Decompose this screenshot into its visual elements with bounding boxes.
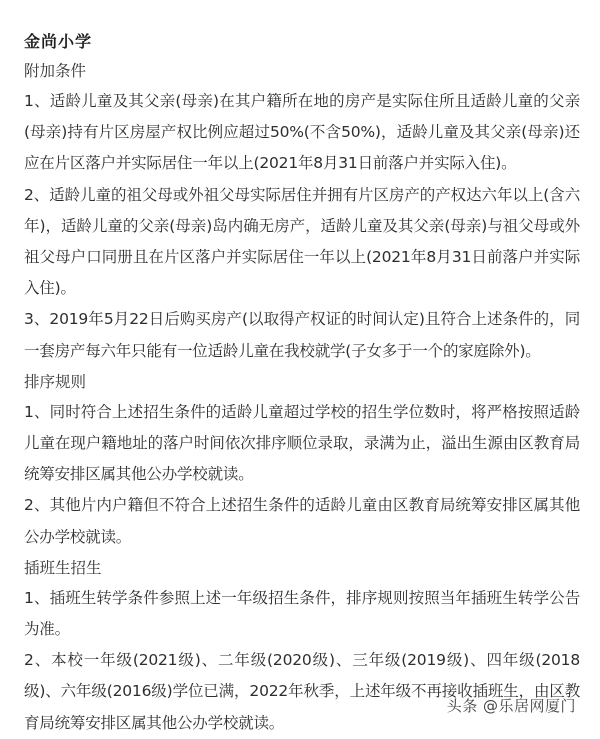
paragraph: 1、适龄儿童及其父亲(母亲)在其户籍所在地的房产是实际住所且适龄儿童的父亲(母亲)持有片区房屋产权比例应超过50%(不含50%)，适龄儿童及其父亲(母亲)还应在片区落户并实际居住一年以上(2021年8月31日前落户并实际入住)。 bbox=[24, 92, 580, 173]
paragraph: 3、2019年5月22日后购买房产(以取得产权证的时间认定)且符合上述条件的，同一套房产每六年只能有一位适龄儿童在我校就学(子女多于一个的家庭除外)。 bbox=[24, 310, 580, 360]
section-heading: 插班生招生 bbox=[24, 558, 102, 577]
paragraph: 1、同时符合上述招生条件的适龄儿童超过学校的招生学位数时，将严格按照适龄儿童在现户籍地址的落户时间依次排序顺位录取，录满为止，溢出生源由区教育局统筹安排区属其他公办学校就读。 bbox=[24, 402, 580, 484]
paragraph: 2、本校一年级(2021级)、二年级(2020级)、三年级(2019级)、四年级(2018级)、六年级(2016级)学位已满，2022年秋季，上述年级不再接收插班生，由区教育局统筹安排区属其他公办学校就读。 bbox=[24, 651, 580, 732]
source-watermark: 头条 @乐居网厦门 bbox=[446, 697, 576, 715]
paragraph: 2、适龄儿童的祖父母或外祖父母实际居住并拥有片区房产的产权达六年以上(含六年)，适龄儿童的父亲(母亲)岛内确无房产，适龄儿童及其父亲(母亲)与祖父母或外祖父母户口同册且在片区落户并实际居住一年以上(2021年8月31日前落户并实际入住)。 bbox=[24, 185, 580, 298]
section-additional-conditions bbox=[24, 56, 580, 367]
document-body bbox=[24, 28, 580, 739]
section-heading: 排序规则 bbox=[24, 372, 87, 391]
paragraph: 1、插班生转学条件参照上述一年级招生条件，排序规则按照当年插班生转学公告为准。 bbox=[24, 588, 580, 639]
section-heading: 附加条件 bbox=[24, 62, 87, 80]
paragraph: 2、其他片内户籍但不符合上述招生条件的适龄儿童由区教育局统筹安排区属其他公办学校就读。 bbox=[24, 496, 580, 546]
section-ranking-rules bbox=[24, 367, 580, 553]
school-title: 金尚小学 bbox=[24, 32, 93, 51]
